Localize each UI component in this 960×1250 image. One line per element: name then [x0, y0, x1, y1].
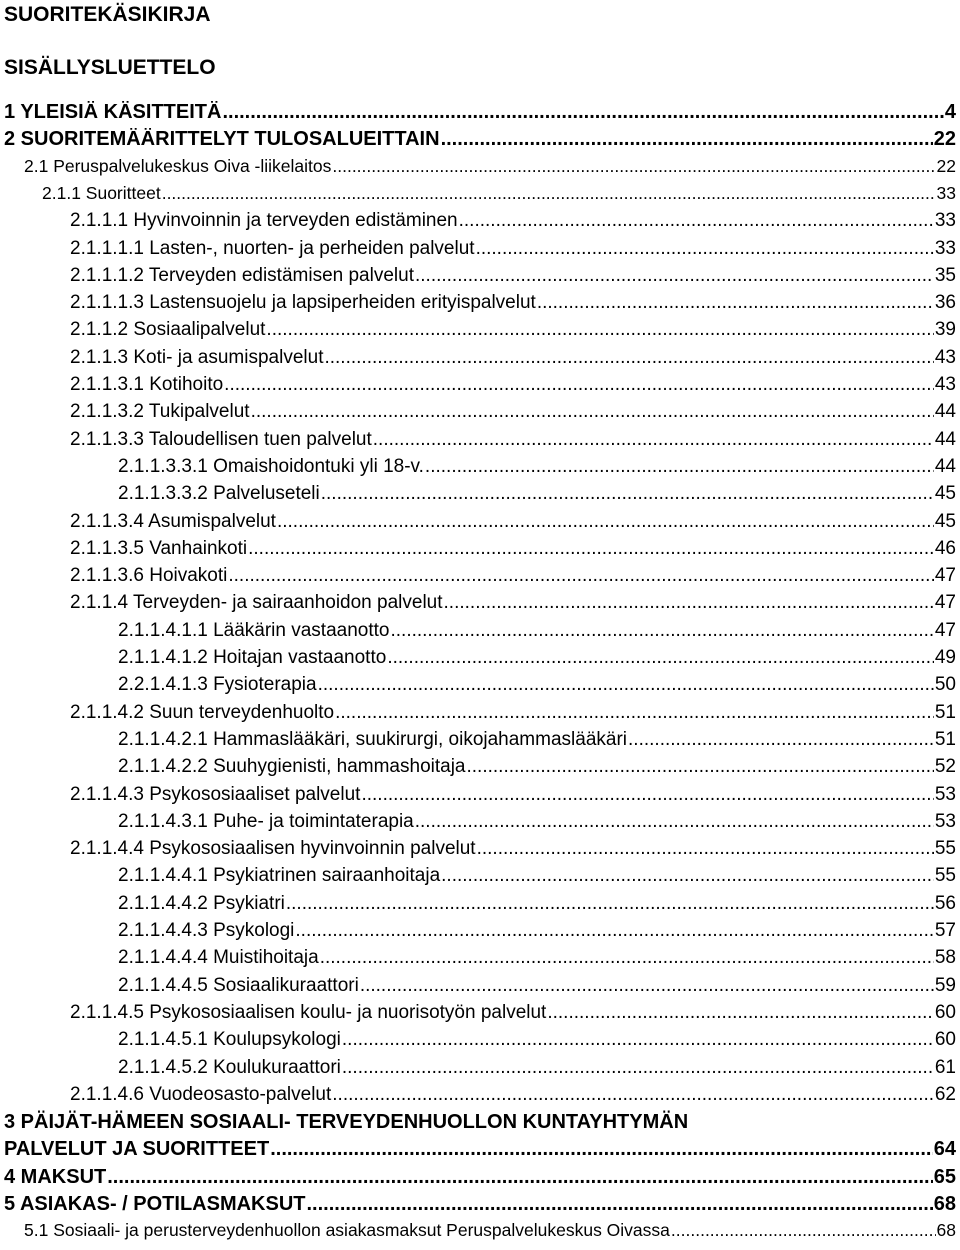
toc-page-number: 57	[934, 920, 956, 941]
toc-dot-leader	[387, 647, 934, 669]
toc-entry-title: 2.1.1.3.4 Asumispalvelut	[70, 510, 276, 532]
toc-page-number: 50	[934, 674, 956, 696]
toc-entry[interactable]	[24, 156, 956, 183]
toc-entry[interactable]	[70, 592, 956, 619]
toc-entry-title: 2.1.1.4.4.4 Muistihoitaja	[118, 947, 319, 969]
toc-dot-leader	[444, 592, 934, 614]
toc-dot-leader	[477, 838, 934, 860]
toc-page-number: 43	[934, 374, 956, 395]
toc-entry[interactable]	[24, 1220, 956, 1247]
toc-page-number: 4	[944, 101, 956, 123]
toc-page-number: 22	[936, 155, 956, 176]
toc-entry-title: PALVELUT JA SUORITTEET	[4, 1138, 270, 1161]
toc-entry-title: 2.1 Peruspalvelukeskus Oiva -liikelaitos	[24, 155, 332, 176]
toc-dot-leader	[320, 947, 934, 969]
toc-dot-leader	[332, 156, 935, 177]
toc-page-number: 60	[934, 1029, 956, 1051]
toc-entry-title: 1 YLEISIÄ KÄSITTEITÄ	[4, 101, 222, 123]
toc-page-number: 62	[934, 1083, 956, 1105]
toc-dot-leader	[162, 183, 936, 204]
toc-entry-title: 2.1.1.4.4 Psykososiaalisen hyvinvoinnin palvelut	[70, 838, 476, 860]
toc-page-number: 49	[934, 647, 956, 668]
toc-entry-title: 2.1.1.4.4.1 Psykiatrinen sairaanhoitaja	[118, 865, 441, 887]
toc-entry-title: 2.1.1.3.5 Vanhainkoti	[70, 537, 248, 559]
toc-page-number: 64	[933, 1138, 956, 1161]
toc-entry[interactable]	[118, 975, 956, 1002]
toc-page-number: 68	[933, 1193, 956, 1215]
toc-page-number: 45	[934, 510, 956, 532]
toc-page-number: 33	[936, 182, 956, 203]
toc-page-number: 51	[934, 701, 956, 723]
document-title: SUORITEKÄSIKIRJA	[4, 3, 211, 26]
toc-entry-title: 2.1.1.4.2.2 Suuhygienisti, hammashoitaja	[118, 756, 466, 778]
toc-page-number: 22	[933, 128, 956, 151]
toc-page-number: 33	[934, 237, 956, 259]
toc-entry-title: 2.1.1.3.6 Hoivakoti	[70, 565, 228, 587]
toc-dot-leader	[332, 1084, 934, 1106]
toc-entry-title: 2.1.1.4.3 Psykososiaaliset palvelut	[70, 783, 361, 805]
toc-entry[interactable]	[4, 101, 956, 128]
toc-page-number: 60	[934, 1001, 956, 1023]
toc-dot-leader	[107, 1166, 933, 1189]
toc-dot-leader	[415, 811, 934, 833]
toc-dot-leader	[318, 674, 934, 696]
toc-entry-title: 5.1 Sosiaali- ja perusterveydenhuollon asiakasmaksut Peruspalvelukeskus Oivassa	[24, 1220, 670, 1241]
toc-entry[interactable]	[4, 1166, 956, 1193]
toc-page-number: 55	[934, 865, 956, 887]
toc-dot-leader	[277, 511, 934, 533]
toc-entry-title: 2.1.1.3.3 Taloudellisen tuen palvelut	[70, 428, 372, 450]
toc-entry[interactable]	[118, 456, 956, 483]
toc-entry-title: 2.1.1.4.6 Vuodeosasto-palvelut	[70, 1083, 332, 1105]
toc-page-number: 51	[934, 728, 956, 750]
toc-entry-title: 2.1.1.4.1.2 Hoitajan vastaanotto	[118, 647, 387, 668]
toc-entry-title: 2.1.1.3.3.2 Palveluseteli	[118, 483, 320, 505]
toc-entry[interactable]	[118, 729, 956, 756]
toc-dot-leader	[321, 483, 934, 505]
toc-entry-title: 2.1.1.1.3 Lastensuojelu ja lapsiperheiden erityispalvelut	[70, 292, 536, 314]
toc-page-number: 59	[934, 974, 956, 996]
toc-dot-leader	[335, 702, 934, 724]
toc-entry-heading-line: 3 PÄIJÄT-HÄMEEN SOSIAALI- TERVEYDENHUOLLON KUNTAYHTYMÄN	[4, 1111, 689, 1134]
toc-dot-leader	[441, 128, 933, 151]
toc-dot-leader	[628, 729, 934, 751]
toc-entry[interactable]	[118, 947, 956, 974]
toc-dot-leader	[373, 429, 934, 451]
toc-page-number: 44	[934, 428, 956, 450]
toc-dot-leader	[361, 784, 933, 806]
toc-dot-leader	[251, 401, 934, 423]
toc-entry[interactable]	[70, 374, 956, 401]
toc-entry-title: 2.1.1.4 Terveyden- ja sairaanhoidon palvelut	[70, 592, 443, 614]
toc-page-number: 53	[934, 783, 956, 805]
toc-dot-leader	[671, 1220, 936, 1241]
toc-entry[interactable]	[70, 347, 956, 374]
toc-entry[interactable]	[118, 647, 956, 674]
toc-entry[interactable]	[118, 1029, 956, 1056]
toc-entry[interactable]	[70, 538, 956, 565]
toc-entry-title: 2.1.1.3.2 Tukipalvelut	[70, 401, 250, 423]
toc-entry[interactable]	[4, 1193, 956, 1220]
toc-dot-leader	[248, 538, 934, 560]
toc-page-number: 61	[934, 1056, 956, 1078]
toc-entry[interactable]	[118, 920, 956, 947]
toc-entry[interactable]	[70, 565, 956, 592]
toc-entry[interactable]	[118, 1057, 956, 1084]
toc-entry[interactable]	[118, 756, 956, 783]
toc-page-number: 47	[934, 592, 956, 614]
toc-dot-leader	[270, 1138, 933, 1161]
toc-entry-title: 2.1.1.4.4.5 Sosiaalikuraattori	[118, 974, 359, 996]
toc-page-number: 52	[934, 756, 956, 778]
toc-dot-leader	[222, 101, 943, 124]
toc-dot-leader	[228, 565, 933, 587]
toc-entry[interactable]	[4, 128, 956, 155]
toc-entry[interactable]	[70, 511, 956, 538]
toc-entry[interactable]	[118, 811, 956, 838]
toc-entry[interactable]	[4, 1138, 956, 1165]
toc-entry-title: 2.1.1.1 Hyvinvoinnin ja terveyden edistäminen	[70, 210, 458, 232]
toc-entry-title: 2.1.1.4.2.1 Hammaslääkäri, suukirurgi, oikojahammaslääkäri	[118, 728, 628, 750]
toc-entry[interactable]	[42, 183, 956, 210]
toc-dot-leader	[307, 1193, 933, 1216]
toc-dot-leader	[390, 620, 933, 642]
toc-entry-title: 2.1.1.1.1 Lasten-, nuorten- ja perheiden palvelut	[70, 237, 475, 259]
toc-dot-leader	[547, 1002, 934, 1024]
toc-page-number: 44	[934, 455, 956, 477]
toc-dot-leader	[425, 456, 934, 478]
toc-entry-title: 2.1.1.4.3.1 Puhe- ja toimintaterapia	[118, 810, 414, 832]
toc-dot-leader	[415, 265, 934, 287]
toc-entry[interactable]	[70, 784, 956, 811]
toc-entry-title: 2 SUORITEMÄÄRITTELYT TULOSALUEITTAIN	[4, 128, 440, 151]
toc-entry[interactable]	[118, 674, 956, 701]
toc-entry-title: 2.1.1.4.1.1 Lääkärin vastaanotto	[118, 619, 390, 641]
toc-dot-leader	[360, 975, 934, 997]
toc-entry[interactable]	[70, 1002, 956, 1029]
toc-entry[interactable]	[70, 838, 956, 865]
toc-page-number: 43	[934, 346, 956, 368]
toc-entry-title: 2.1.1.4.2 Suun terveydenhuolto	[70, 701, 335, 723]
toc-entry-title: 2.2.1.4.1.3 Fysioterapia	[118, 674, 317, 696]
toc-page-number: 39	[934, 319, 956, 341]
toc-entry[interactable]	[70, 210, 956, 237]
toc-entry-title: 2.1.1.4.4.2 Psykiatri	[118, 892, 285, 914]
toc-entry-title: 2.1.1.1.2 Terveyden edistämisen palvelut	[70, 264, 414, 286]
toc-page-number: 53	[934, 810, 956, 832]
toc-dot-leader	[295, 920, 933, 942]
toc-entry-title: 2.1.1.4.5.1 Koulupsykologi	[118, 1029, 341, 1051]
toc-entry-title: 2.1.1.4.5 Psykososiaalisen koulu- ja nuorisotyön palvelut	[70, 1001, 547, 1023]
toc-entry-title: 2.1.1.3.1 Kotihoito	[70, 374, 224, 395]
toc-entry[interactable]	[70, 702, 956, 729]
toc-entry[interactable]	[70, 238, 956, 265]
toc-dot-leader	[467, 756, 934, 778]
toc-page-number: 65	[933, 1165, 956, 1188]
toc-page-number: 56	[934, 892, 956, 914]
toc-page-number: 55	[934, 838, 956, 860]
toc-dot-leader	[286, 893, 934, 915]
toc-entry[interactable]	[70, 1084, 956, 1111]
toc-entry[interactable]	[118, 865, 956, 892]
toc-entry[interactable]	[118, 483, 956, 510]
toc-page-number: 35	[934, 264, 956, 286]
toc-page-number: 36	[934, 292, 956, 314]
toc-dot-leader	[342, 1057, 934, 1079]
toc-page-number: 45	[934, 483, 956, 505]
toc-entry-title: 2.1.1.4.5.2 Koulukuraattori	[118, 1056, 341, 1078]
toc-page-number: 47	[934, 565, 956, 587]
toc-heading: SISÄLLYSLUETTELO	[4, 56, 216, 79]
toc-dot-leader	[441, 865, 934, 887]
toc-entry-title: 2.1.1.2 Sosiaalipalvelut	[70, 319, 266, 341]
toc-entry-title: 2.1.1.3.3.1 Omaishoidontuki yli 18-v.	[118, 455, 424, 477]
toc-page-number: 68	[936, 1220, 956, 1241]
toc-entry[interactable]	[70, 265, 956, 292]
toc-dot-leader	[476, 238, 934, 260]
toc-page-number: 33	[934, 210, 956, 232]
toc-entry-title: 2.1.1.4.4.3 Psykologi	[118, 920, 295, 941]
toc-entry-title: 2.1.1 Suoritteet	[42, 182, 161, 203]
toc-entry-title: 2.1.1.3 Koti- ja asumispalvelut	[70, 346, 324, 368]
toc-entry-title: 4 MAKSUT	[4, 1165, 107, 1188]
toc-dot-leader	[224, 374, 934, 396]
toc-entry[interactable]	[70, 401, 956, 428]
toc-dot-leader	[342, 1029, 934, 1051]
toc-entry[interactable]	[118, 893, 956, 920]
toc-entry[interactable]	[118, 620, 956, 647]
toc-page-number: 58	[934, 947, 956, 969]
toc-dot-leader	[537, 292, 934, 314]
toc-entry[interactable]	[70, 292, 956, 319]
toc-entry-title: 5 ASIAKAS- / POTILASMAKSUT	[4, 1193, 306, 1215]
toc-dot-leader	[324, 347, 933, 369]
toc-entry[interactable]	[70, 319, 956, 346]
toc-dot-leader	[459, 210, 934, 232]
toc-page-number: 47	[934, 619, 956, 641]
toc-dot-leader	[266, 319, 933, 341]
toc-entry[interactable]	[70, 429, 956, 456]
toc-page-number: 46	[934, 537, 956, 559]
toc-page-number: 44	[934, 401, 956, 423]
